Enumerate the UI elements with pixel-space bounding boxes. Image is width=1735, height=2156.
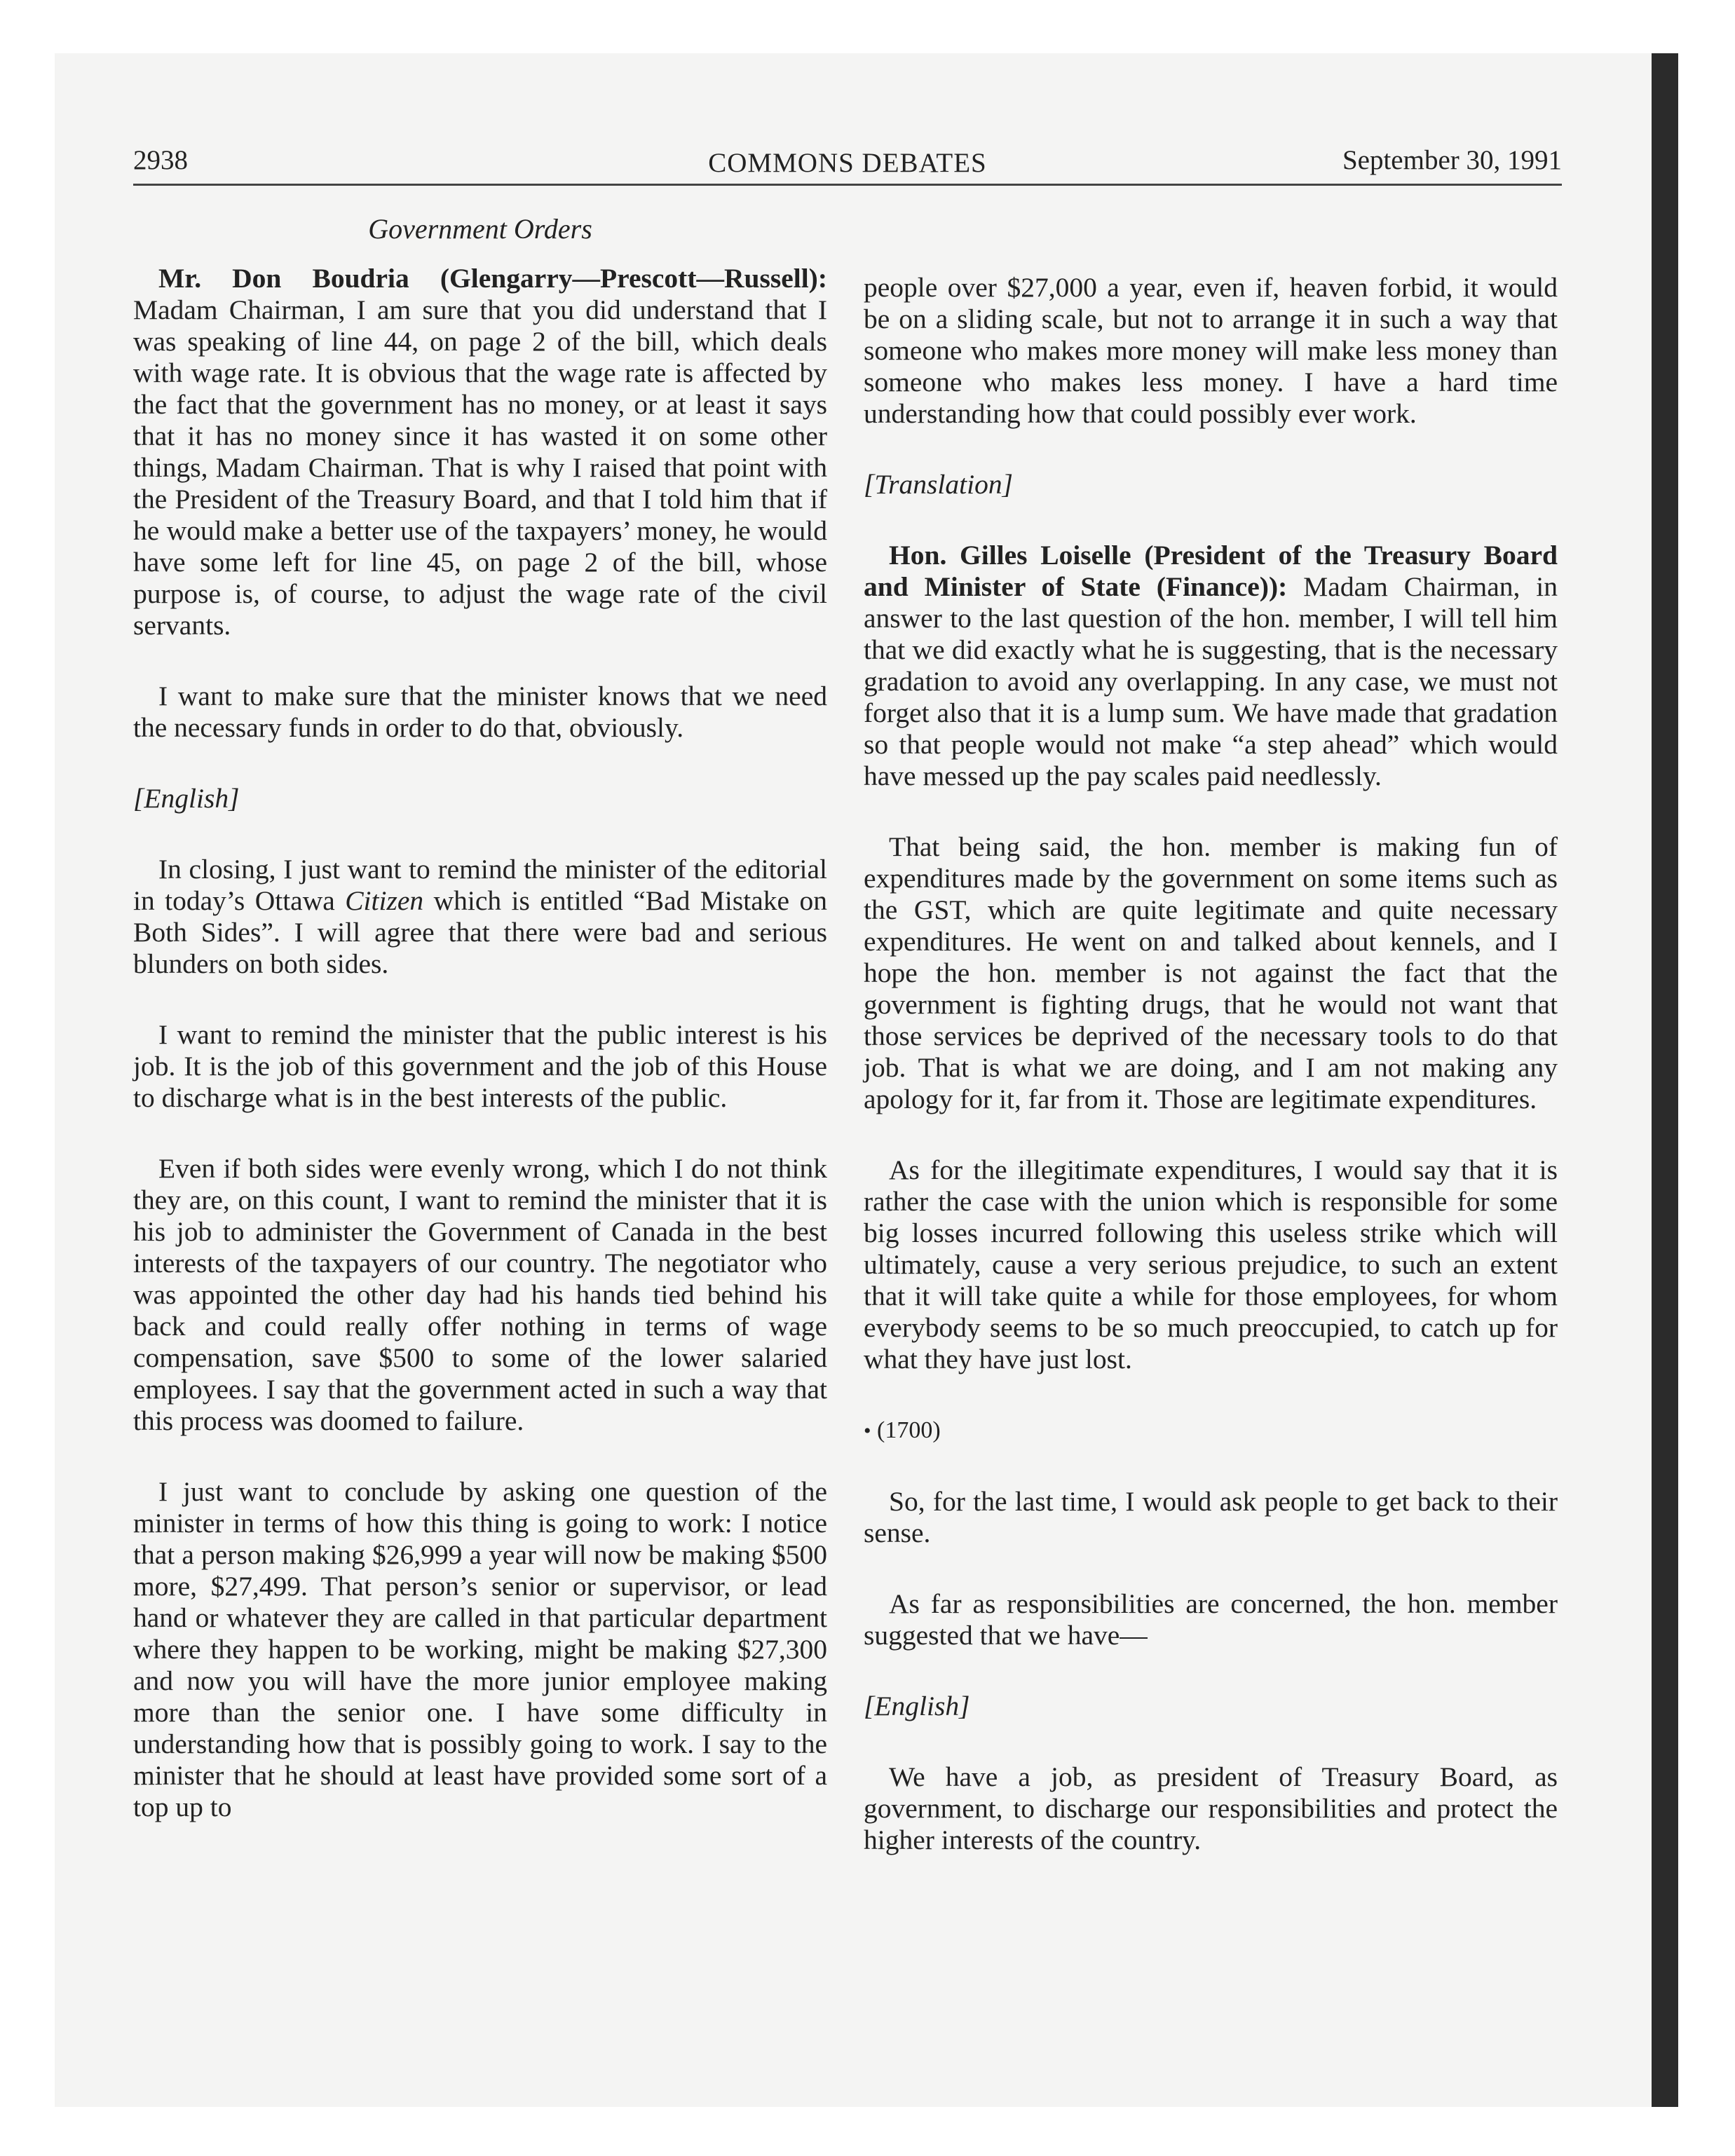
page-header <box>133 144 1562 186</box>
paragraph: As far as responsibilities are concerned, the hon. member suggested that we have— <box>864 1588 1558 1651</box>
paragraph: We have a job, as president of Treasury Board, as government, to discharge our responsibilities and protect the higher interests of the country. <box>864 1761 1558 1855</box>
paragraph-text: Madam Chairman, I am sure that you did understand that I was speaking of line 44, on page 2 of the bill, which deals with wage rate. It is obvious that the wage rate is affected by the fact that the government has no money, or at least it says that it has no money since it has wasted it on some other things, Madam Chairman. That is why I raised that point with the President of the Treasury Board, and that I told him that if he would make a better use of the taxpayers’ money, he would have some left for line 45, on page 2 of the bill, whose purpose is, of course, to adjust the wage rate of the civil servants. <box>133 294 827 641</box>
speaker-name: Mr. Don Boudria (Glengarry—Prescott—Russell): <box>158 263 827 294</box>
paragraph: people over $27,000 a year, even if, heaven forbid, it would be on a sliding scale, but not to arrange it in such a way that someone who makes more money will make less money than someone who makes less money. I have a hard time understanding how that could possibly ever work. <box>864 272 1558 429</box>
paragraph <box>133 854 827 980</box>
time-marker-text: (1700) <box>877 1417 941 1443</box>
header-rule <box>133 184 1562 186</box>
paragraph-text: In closing, I just want to remind the minister of the editorial in today’s Ottawa <box>133 854 827 916</box>
paragraph: So, for the last time, I would ask people to get back to their sense. <box>864 1486 1558 1548</box>
paragraph: I want to remind the minister that the public interest is his job. It is the job of this government and the job of this House to discharge what is in the best interests of the public. <box>133 1019 827 1113</box>
bullet-icon: • <box>864 1419 871 1442</box>
paragraph: Even if both sides were evenly wrong, which I do not think they are, on this count, I want to remind the minister that it is his job to administer the Government of Canada in the best interests of the taxpayers of our country. The negotiator who was appointed the other day had his hands tied behind his back and could really offer nothing in terms of wage compensation, save $500 to some of the lower salaried employees. I say that the government acted in such a way that this process was doomed to failure. <box>133 1153 827 1436</box>
paragraph: As for the illegitimate expenditures, I would say that it is rather the case with the union which is responsible for some big losses incurred following this useless strike which will ultimately, cause a very serious prejudice, to such an extent that it will take quite a while for those employees, for whom everybody seems to be so much preoccupied, to catch up for what they have just lost. <box>864 1154 1558 1374</box>
section-heading: Government Orders <box>368 213 592 245</box>
language-marker: [English] <box>864 1691 970 1721</box>
paragraph: That being said, the hon. member is making fun of expenditures made by the government on some items such as the GST, which are quite legitimate and quite necessary expenditures. He went on and talked about kennels, and I hope the hon. member is not against the fact that the government is fighting drugs, that he would not want that those services be deprived of the necessary tools to do that job. That is what we are doing, and I am not making any apology for it, far from it. Those are legitimate expenditures. <box>864 831 1558 1114</box>
time-marker <box>864 1414 1558 1447</box>
speaker-name: Hon. Gilles Loiselle (President of the Treasury Board and Minister of State (Finance)): <box>864 540 1558 602</box>
newspaper-name: Citizen <box>345 885 424 916</box>
paragraph <box>133 263 827 641</box>
page-number: 2938 <box>133 145 188 175</box>
language-marker: [Translation] <box>864 469 1013 500</box>
language-marker: [English] <box>133 783 240 814</box>
page-edge-shadow <box>1652 53 1678 2107</box>
paragraph-text: which is entitled “Bad Mistake on Both Sides”. I will agree that there were bad and serious blunders on both sides. <box>133 885 827 979</box>
paragraph: I just want to conclude by asking one question of the minister in terms of how this thing is going to work: I notice that a person making $26,999 a year will now be making $500 more, $27,499. That person’s senior or supervisor, or lead hand or whatever they are called in that particular department where they happen to be working, might be making $27,300 and now you will have the more junior employee making more than the senior one. I have some difficulty in understanding how that is possibly going to work. I say to the minister that he should at least have provided some sort of a top up to <box>133 1476 827 1822</box>
paragraph <box>864 540 1558 792</box>
paragraph-text: Madam Chairman, in answer to the last question of the hon. member, I will tell him that we did exactly what he is suggesting, that is the necessary gradation to avoid any overlapping. In any case, we must not forget also that it is a lump sum. We have made that gradation so that people would not make “a step ahead” which would have messed up the pay scales paid needlessly. <box>864 571 1558 791</box>
paragraph: I want to make sure that the minister knows that we need the necessary funds in order to do that, obviously. <box>133 681 827 743</box>
right-column <box>864 272 1558 1895</box>
publication-date: September 30, 1991 <box>1342 145 1562 175</box>
publication-title: COMMONS DEBATES <box>708 148 987 178</box>
left-column <box>133 203 827 1862</box>
